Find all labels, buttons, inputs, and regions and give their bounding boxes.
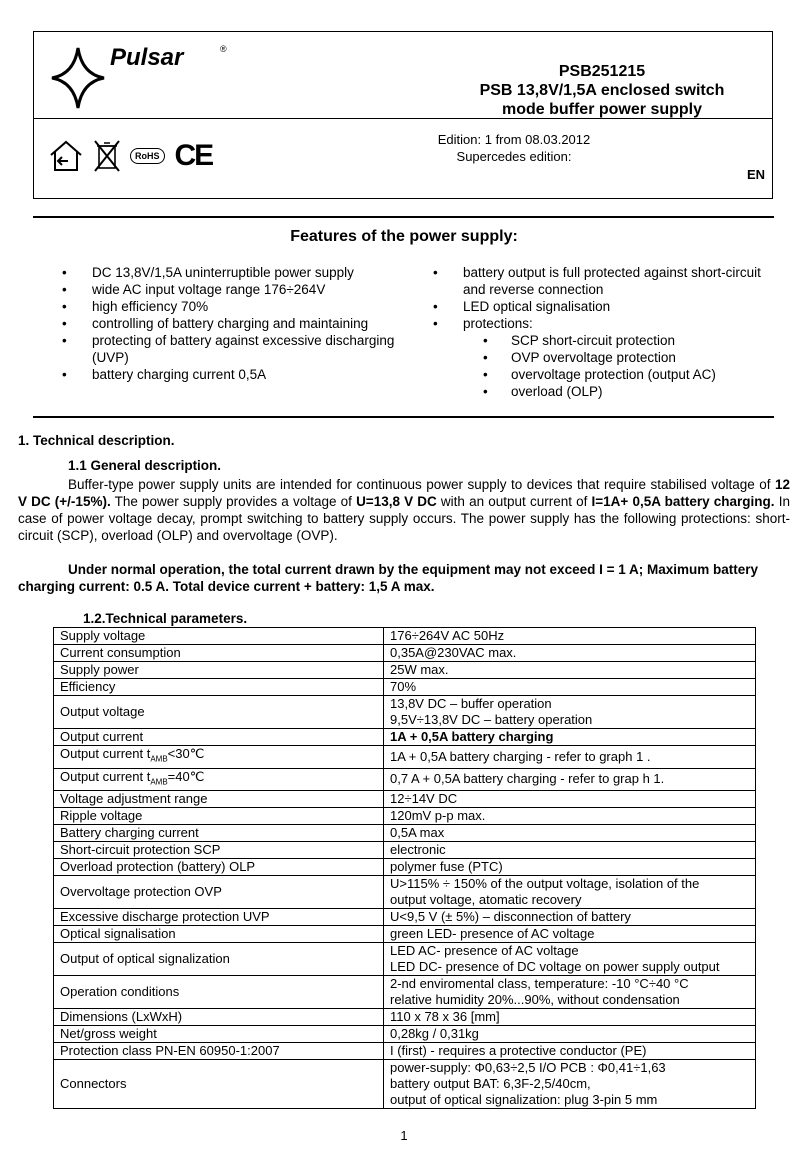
param-name: Excessive discharge protection UVP: [54, 909, 384, 926]
param-value-line: U<9,5 V (± 5%) – disconnection of battery: [390, 909, 631, 925]
subsection-heading: 1.1 General description.: [68, 458, 222, 473]
param-name: Output voltage: [54, 696, 384, 729]
param-value: [384, 808, 756, 825]
param-name: Ripple voltage: [54, 808, 384, 825]
certification-marks: [48, 139, 212, 173]
param-value-line: 2-nd enviromental class, temperature: -10 °C÷40 °C: [390, 976, 689, 992]
param-name: Net/gross weight: [54, 1026, 384, 1043]
document-header: [33, 31, 773, 199]
param-value-line: power-supply: Φ0,63÷2,5 I/O PCB : Φ0,41÷1,63: [390, 1060, 666, 1076]
param-value: [384, 976, 756, 1009]
param-value: [384, 679, 756, 696]
table-row: [54, 943, 756, 976]
table-row: [54, 696, 756, 729]
param-value-line: output voltage, atomatic recovery: [390, 892, 582, 908]
param-name: Overload protection (battery) OLP: [54, 859, 384, 876]
param-value-line: 70%: [390, 679, 417, 694]
header-top-row: [34, 32, 772, 119]
param-value-line: 110 x 78 x 36 [mm]: [390, 1009, 500, 1025]
protections-list: [483, 332, 763, 400]
table-row: [54, 825, 756, 842]
list-item: [433, 315, 763, 400]
param-name: Dimensions (LxWxH): [54, 1009, 384, 1026]
edition-line: Edition: 1 from 08.03.2012: [437, 132, 591, 147]
param-value-line: LED AC- presence of AC voltage: [390, 943, 579, 959]
param-value-line: 0,28kg / 0,31kg: [390, 1026, 479, 1042]
param-name-text: Output current t: [60, 768, 151, 784]
param-value: [384, 1009, 756, 1026]
supersedes-line: Supercedes edition:: [456, 149, 572, 164]
table-row: [54, 859, 756, 876]
param-name: Supply power: [54, 662, 384, 679]
param-value-line: 9,5V÷13,8V DC – battery operation: [390, 712, 593, 727]
table-row: [54, 1060, 756, 1109]
page-number: 1: [400, 1128, 408, 1143]
table-row: [54, 808, 756, 825]
list-item: • protecting of battery against excessive discharging (UVP): [62, 332, 402, 366]
param-value-line: 0,7 A + 0,5A battery charging - refer to grap h 1.: [390, 771, 665, 787]
param-value-line: 1A + 0,5A battery charging - refer to graph 1 .: [390, 748, 651, 764]
table-row: [54, 1043, 756, 1060]
param-name: Operation conditions: [54, 976, 384, 1009]
rohs-badge: RoHS: [130, 148, 165, 164]
param-name: Supply voltage: [54, 628, 384, 645]
general-description: [18, 476, 790, 544]
param-name-sub: AMB: [150, 777, 168, 787]
param-name: Connectors: [54, 1060, 384, 1109]
list-item: • overvoltage protection (output AC): [483, 366, 763, 383]
title-line-1: PSB 13,8V/1,5A enclosed switch: [479, 82, 725, 99]
param-name: Overvoltage protection OVP: [54, 876, 384, 909]
table-row: [54, 842, 756, 859]
language-code: EN: [746, 167, 765, 182]
param-value-line: 0,5A max: [390, 825, 445, 841]
model-number: PSB251215: [558, 63, 646, 80]
header-bottom-row: [34, 119, 772, 199]
para-bold: I=1A+ 0,5A battery charging.: [591, 494, 775, 509]
table-row: [54, 679, 756, 696]
list-item: • battery charging current 0,5A: [62, 366, 402, 383]
registered-mark: ®: [220, 44, 227, 54]
protections-label: protections:: [463, 316, 533, 331]
param-value-line: green LED- presence of AC voltage: [390, 926, 595, 942]
param-value: [384, 859, 756, 876]
param-value: [384, 791, 756, 808]
table-row: [54, 746, 756, 769]
document-title: [480, 62, 725, 119]
table-row: [54, 768, 756, 791]
table-row: [54, 645, 756, 662]
para-bold: 12 V DC (+/-15%).: [18, 477, 790, 509]
param-name: Protection class PN-EN 60950-1:2007: [54, 1043, 384, 1060]
param-value-line: relative humidity 20%...90%, without condensation: [390, 992, 680, 1008]
house-icon: [48, 139, 84, 173]
ce-mark: CE: [174, 139, 213, 172]
pulsar-logo: [48, 44, 238, 112]
param-value: [384, 842, 756, 859]
param-name-text: Output current t: [60, 746, 151, 761]
list-item: • OVP overvoltage protection: [483, 349, 763, 366]
features-title: Features of the power supply:: [290, 228, 518, 245]
param-value-line: polymer fuse (PTC): [390, 859, 503, 875]
param-value-line: I (first) - requires a protective conductor (PE): [390, 1043, 647, 1059]
param-value-line: 120mV p-p max.: [390, 808, 486, 824]
param-value: [384, 909, 756, 926]
table-row: [54, 909, 756, 926]
param-value: [384, 876, 756, 909]
list-item: • overload (OLP): [483, 383, 763, 400]
param-value-line: electronic: [390, 842, 446, 858]
pulsar-star-icon: [48, 44, 108, 112]
table-row: [54, 1009, 756, 1026]
features-list-left: [62, 264, 402, 383]
param-value: [384, 768, 756, 791]
param-value: [384, 645, 756, 662]
param-value: [384, 825, 756, 842]
para-text: The power supply provides a voltage of: [110, 494, 357, 509]
param-value-line: 13,8V DC – buffer operation: [390, 696, 552, 711]
list-item: • wide AC input voltage range 176÷264V: [62, 281, 402, 298]
param-name: Current consumption: [54, 645, 384, 662]
subsection-heading: 1.2.Technical parameters.: [83, 611, 248, 626]
table-row: [54, 1026, 756, 1043]
param-name: Output current: [54, 729, 384, 746]
weee-bin-icon: [94, 139, 120, 173]
list-item: • SCP short-circuit protection: [483, 332, 763, 349]
param-name-text: =40℃: [167, 768, 205, 784]
param-value-line: LED DC- presence of DC voltage on power supply output: [390, 959, 720, 975]
edition-info: [364, 131, 664, 165]
param-value: [384, 662, 756, 679]
technical-parameters-table: [53, 627, 756, 1109]
param-value-line: 12÷14V DC: [390, 791, 458, 807]
table-row: [54, 876, 756, 909]
divider-features: [33, 416, 774, 418]
para-text: In case of power voltage decay, prompt switching to battery supply occurs. The power supply has the following protections: short-circuit (SCP), overload (OLP) and overvoltage (OVP).: [18, 494, 790, 543]
param-name: Output of optical signalization: [54, 943, 384, 976]
para-bold: U=13,8 V DC: [356, 494, 437, 509]
param-value: [384, 628, 756, 645]
param-value: [384, 696, 756, 729]
title-line-2: mode buffer power supply: [501, 101, 702, 118]
list-item: • battery output is full protected against short-circuit and reverse connection: [433, 264, 763, 298]
param-name: Short-circuit protection SCP: [54, 842, 384, 859]
param-name: Efficiency: [54, 679, 384, 696]
table-row: [54, 628, 756, 645]
param-value-line: battery output BAT: 6,3F-2,5/40cm,: [390, 1076, 591, 1092]
param-value-line: output of optical signalization: plug 3-pin 5 mm: [390, 1092, 658, 1108]
para-text: Buffer-type power supply units are intended for continuous power supply to devices that require stabilised voltage of: [68, 477, 775, 492]
param-value-line: 176÷264V AC 50Hz: [390, 628, 505, 643]
param-value: [384, 1026, 756, 1043]
param-value: [384, 1060, 756, 1109]
list-item: • LED optical signalisation: [433, 298, 763, 315]
param-name: Optical signalisation: [54, 926, 384, 943]
features-list-right: [433, 264, 763, 400]
param-value-line: 25W max.: [390, 662, 449, 677]
param-name: [54, 768, 384, 791]
table-body: [54, 628, 756, 1109]
param-value-line: 0,35A@230VAC max.: [390, 645, 517, 660]
param-name: Battery charging current: [54, 825, 384, 842]
param-name-text: <30℃: [167, 746, 205, 761]
divider-top: [33, 216, 774, 218]
param-name: Voltage adjustment range: [54, 791, 384, 808]
param-value: [384, 943, 756, 976]
list-item: • DC 13,8V/1,5A uninterruptible power supply: [62, 264, 402, 281]
brand-name: Pulsar: [110, 44, 184, 71]
section-heading: 1. Technical description.: [18, 433, 175, 448]
param-name: [54, 746, 384, 769]
para-text: with an output current of: [436, 494, 592, 509]
param-value-line: 1A + 0,5A battery charging: [390, 729, 554, 744]
param-value: [384, 729, 756, 746]
param-value: [384, 746, 756, 769]
table-row: [54, 926, 756, 943]
table-row: [54, 976, 756, 1009]
param-value: [384, 926, 756, 943]
table-row: [54, 729, 756, 746]
table-row: [54, 791, 756, 808]
param-value-line: U>115% ÷ 150% of the output voltage, isolation of the: [390, 876, 700, 892]
current-limit-warning: Under normal operation, the total current drawn by the equipment may not exceed I = 1 A; Maximum battery charging current: 0.5 A. Total device current + battery: 1,5 A max.: [18, 562, 759, 594]
table-row: [54, 662, 756, 679]
list-item: • controlling of battery charging and maintaining: [62, 315, 402, 332]
param-value: [384, 1043, 756, 1060]
list-item: • high efficiency 70%: [62, 298, 402, 315]
param-name-sub: AMB: [150, 754, 168, 764]
